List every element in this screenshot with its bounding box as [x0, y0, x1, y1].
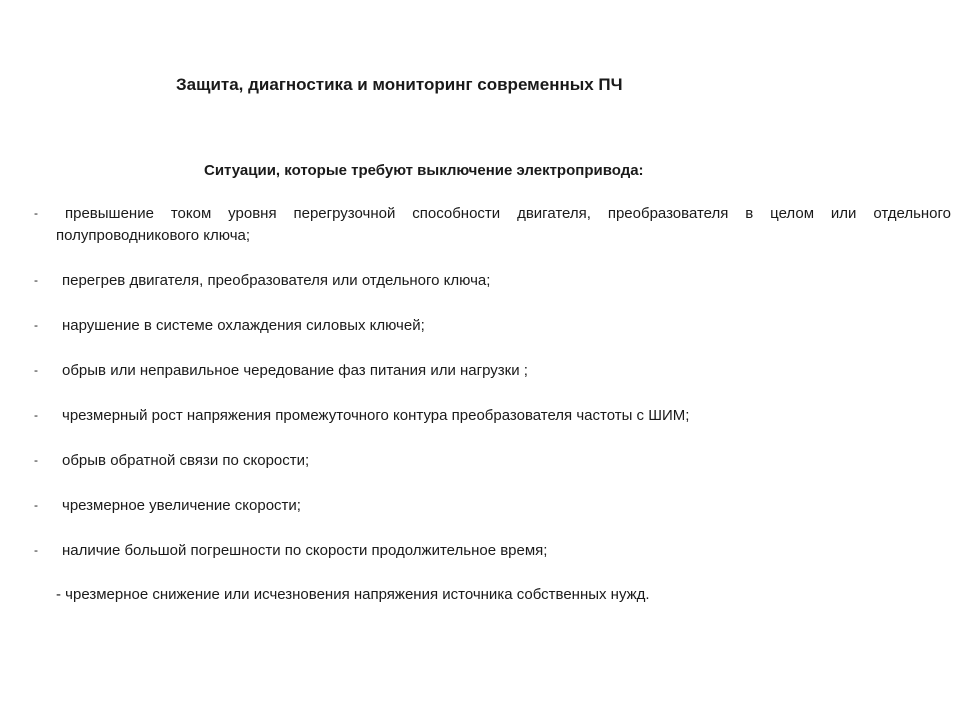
- list-item-text: обрыв или неправильное чередование фаз питания или нагрузки ;: [62, 362, 528, 379]
- list-item-text: перегрев двигателя, преобразователя или отдельного ключа;: [62, 272, 491, 289]
- bullet-dash: -: [34, 273, 38, 287]
- list-item-text: наличие большой погрешности по скорости продолжительное время;: [62, 542, 548, 559]
- list-item-text: превышение током уровня перегрузочной способности двигателя, преобразователя в целом или отдельного полупроводникового ключа;: [56, 205, 951, 244]
- bullet-dash: -: [34, 453, 38, 467]
- bullet-dash: -: [34, 318, 38, 332]
- list-item-last: - чрезмерное снижение или исчезновения напряжения источника собственных нужд.: [56, 586, 650, 603]
- list-item-text: нарушение в системе охлаждения силовых ключей;: [62, 317, 425, 334]
- list-item-text: чрезмерный рост напряжения промежуточного контура преобразователя частоты с ШИМ;: [62, 407, 690, 424]
- list-item-text: чрезмерное увеличение скорости;: [62, 497, 301, 514]
- slide-title: Защита, диагностика и мониторинг современных ПЧ: [176, 75, 623, 94]
- bullet-dash: -: [34, 408, 38, 422]
- bullet-dash: -: [34, 206, 38, 220]
- bullet-dash: -: [34, 498, 38, 512]
- slide-subtitle: Ситуации, которые требуют выключение электропривода:: [204, 162, 644, 179]
- bullet-dash: -: [34, 363, 38, 377]
- bullet-dash: -: [34, 543, 38, 557]
- list-item-text: обрыв обратной связи по скорости;: [62, 452, 310, 469]
